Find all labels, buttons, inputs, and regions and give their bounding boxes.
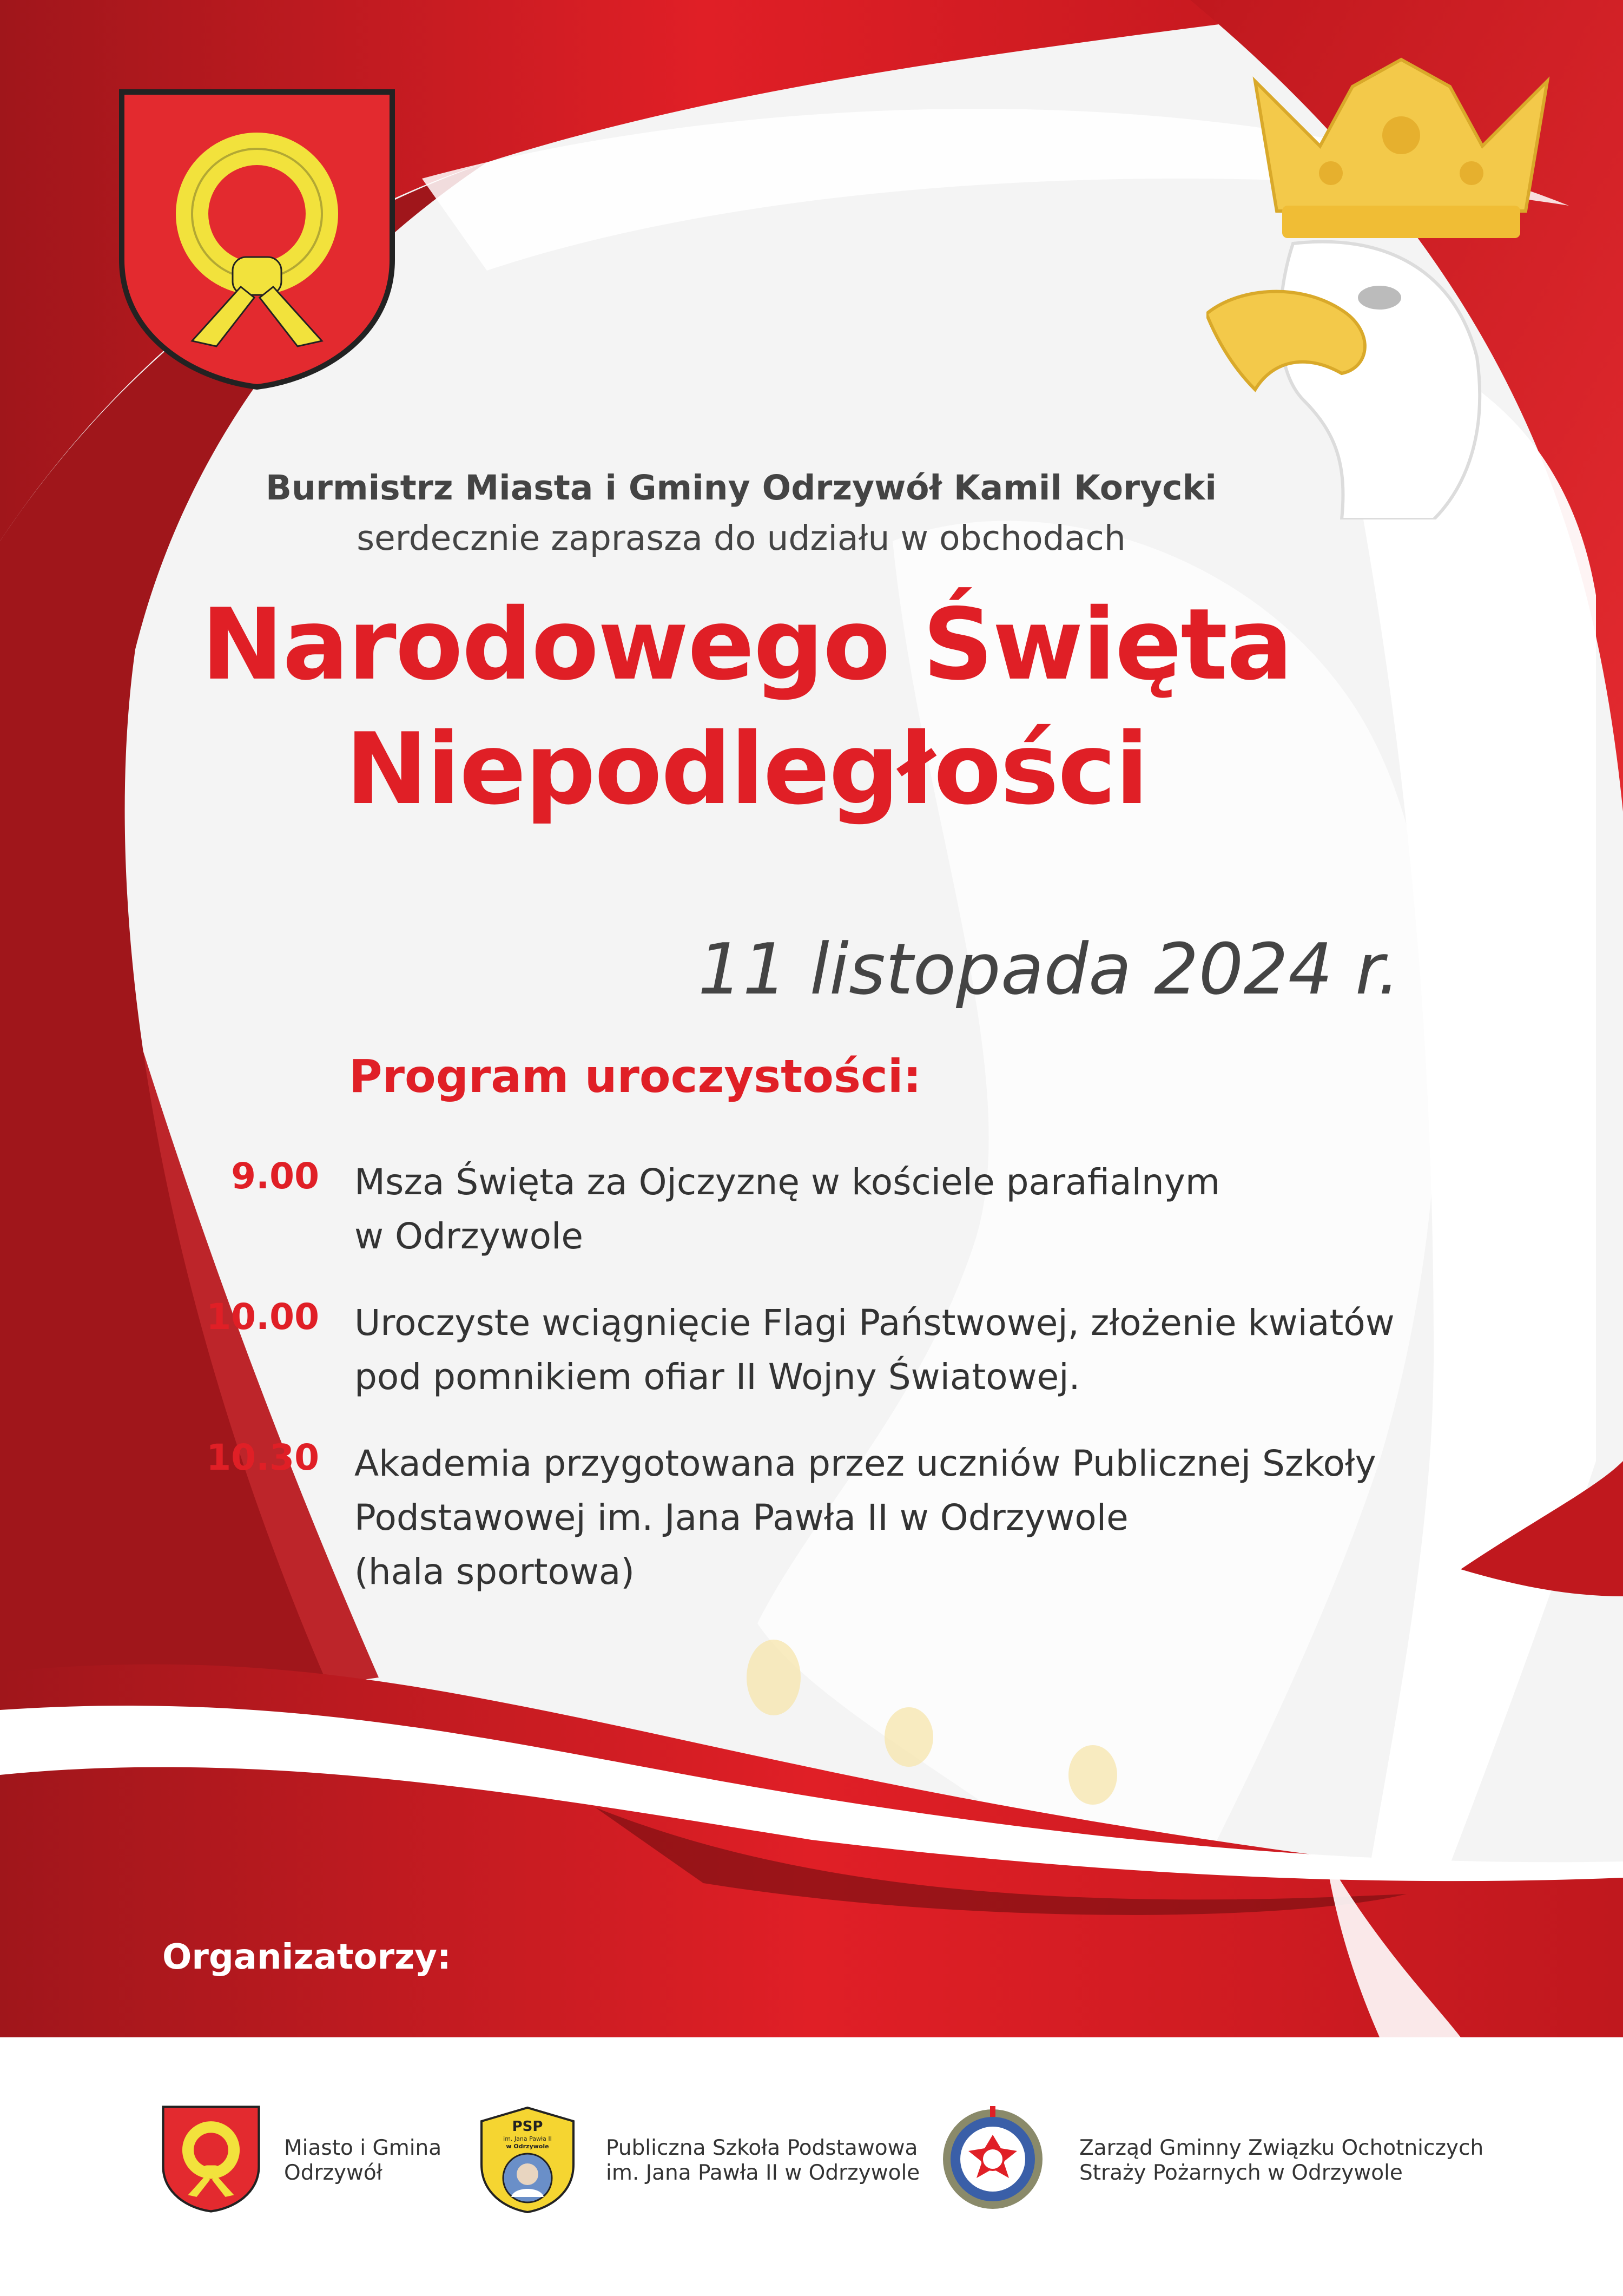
coat-of-arms-icon — [160, 2105, 262, 2213]
program-item-line: (hala sportowa) — [354, 1551, 635, 1593]
program-item-line: Podstawowej im. Jana Pawła II w Odrzywole — [354, 1497, 1129, 1538]
event-title-line-1: Narodowego Święta — [201, 587, 1292, 702]
school-badge-icon — [476, 2105, 579, 2213]
organizer-name-line: Miasto i Gmina — [284, 2136, 442, 2160]
program-item-time: 10.00 — [206, 1296, 319, 1338]
school-badge-text: PSP — [512, 2119, 543, 2135]
program-item-description — [354, 1296, 1436, 1404]
organizer-name-line: Publiczna Szkoła Podstawowa — [606, 2136, 918, 2160]
organizer-name-line: im. Jana Pawła II w Odrzywole — [606, 2161, 920, 2185]
program-item-description — [354, 1437, 1436, 1599]
organizer-name-line: Odrzywół — [284, 2161, 382, 2185]
program-heading: Program uroczystości: — [349, 1050, 922, 1103]
organizer-name-line: Zarząd Gminny Związku Ochotniczych — [1079, 2136, 1484, 2160]
crown-icon — [1244, 54, 1558, 249]
program-item-line: Akademia przygotowana przez uczniów Publicznej Szkoły — [354, 1443, 1376, 1484]
event-date: 11 listopada 2024 r. — [698, 928, 1400, 1010]
organizers-label: Organizatorzy: — [162, 1937, 451, 1977]
program-item-time: 10.30 — [206, 1437, 319, 1478]
program-item-line: Msza Święta za Ojczyznę w kościele parafialnym — [354, 1161, 1220, 1203]
organizer-name — [1079, 2136, 1512, 2186]
organizer-name-line: Straży Pożarnych w Odrzywole — [1079, 2161, 1403, 2185]
program-item-time: 9.00 — [231, 1155, 319, 1197]
fire-brigade-emblem-icon — [939, 2105, 1047, 2213]
school-badge-text: im. Jana Pawła II — [503, 2135, 552, 2142]
header-invitation-line: serdecznie zaprasza do udziału w obchodach — [357, 518, 1126, 558]
coat-of-arms-icon — [116, 87, 398, 392]
school-badge-text: w Odrzywole — [506, 2143, 549, 2150]
event-title-line-2: Niepodległości — [345, 712, 1148, 826]
program-item-description — [354, 1155, 1436, 1264]
header-organizer-line: Burmistrz Miasta i Gminy Odrzywół Kamil Korycki — [266, 468, 1217, 508]
program-item-line: Uroczyste wciągnięcie Flagi Państwowej, złożenie kwiatów — [354, 1302, 1395, 1344]
program-item-line: pod pomnikiem ofiar II Wojny Światowej. — [354, 1356, 1080, 1398]
program-item-line: w Odrzywole — [354, 1215, 583, 1257]
